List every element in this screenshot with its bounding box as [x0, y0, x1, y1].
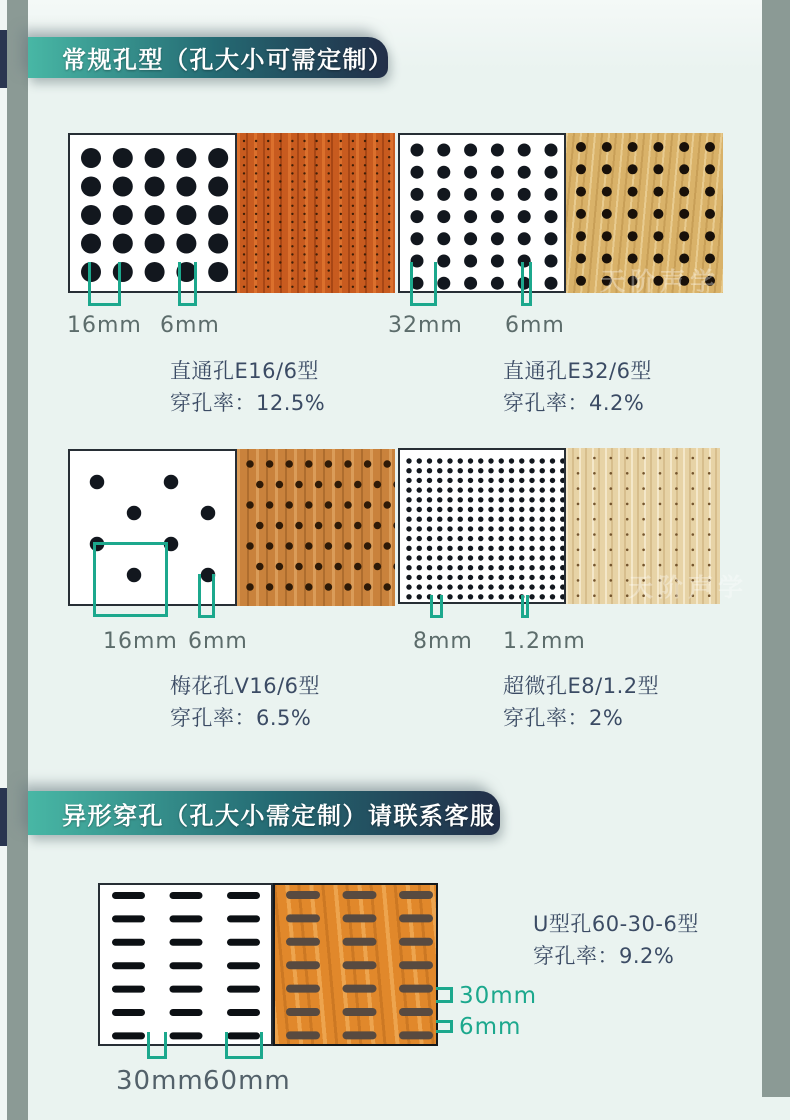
panel-wood-sample-v16 [237, 449, 395, 606]
caption-e16 [170, 360, 325, 414]
measure-bracket-u-slot-height [436, 1020, 453, 1033]
measure-bracket-e32-hole [521, 262, 532, 306]
measure-label-e32-hole: 6mm [505, 313, 565, 338]
section-banner-special-label: 异形穿孔（孔大小需定制）请联系客服 [62, 801, 496, 830]
caption-v16-name: 梅花孔V16/6型 [170, 674, 321, 698]
watermark-text: 天阶声学 [600, 267, 721, 296]
measure-label-u-slot-height: 6mm [459, 1014, 522, 1040]
caption-v16 [170, 675, 320, 729]
measure-label-e32-pitch: 32mm [388, 313, 463, 338]
caption-e8-name: 超微孔E8/1.2型 [503, 674, 660, 698]
measure-bracket-e8-pitch [430, 595, 443, 618]
measure-label-u-row-pitch: 30mm [459, 983, 538, 1009]
caption-e16-rate: 穿孔率：12.5% [170, 391, 326, 415]
caption-e8-rate: 穿孔率：2% [503, 706, 624, 730]
panel-wood-sample-e8 [566, 448, 720, 604]
measure-label-e8-pitch: 8mm [413, 629, 473, 654]
caption-e8 [503, 675, 659, 729]
caption-u-slot-rate: 穿孔率：9.2% [533, 944, 675, 968]
measure-bracket-e32-pitch [410, 262, 437, 306]
caption-u-slot-name: U型孔60-30-6型 [533, 912, 699, 936]
measure-bracket-e8-hole [521, 595, 529, 618]
panel-wood-sample-e16 [237, 133, 395, 293]
measure-label-v16-hole: 6mm [188, 629, 248, 654]
left-edge-banner-fragment-top [0, 30, 7, 88]
measure-label-v16-pitch: 16mm [103, 629, 178, 654]
measure-label-u-gap: 30mm [116, 1066, 204, 1096]
measure-bracket-v16-hole [198, 574, 215, 618]
left-edge-banner-fragment-bottom [0, 788, 7, 846]
measure-bracket-v16-pitch [93, 542, 168, 617]
panel-diagram-e8 [398, 448, 566, 604]
section-banner-regular-holes [28, 37, 394, 78]
caption-u-slot [533, 913, 699, 967]
measure-label-u-slot-length: 60mm [203, 1066, 291, 1096]
measure-label-e16-hole: 6mm [160, 313, 220, 338]
caption-v16-rate: 穿孔率：6.5% [170, 706, 312, 730]
section-banner-special-holes [28, 791, 500, 835]
panel-diagram-u-slot [98, 883, 273, 1046]
left-gutter-strip [7, 0, 28, 1120]
measure-bracket-e16-hole [178, 262, 197, 306]
caption-e32-name: 直通孔E32/6型 [503, 359, 652, 383]
caption-e32 [503, 360, 652, 414]
panel-wood-sample-u-slot [273, 883, 438, 1046]
section-banner-regular-label: 常规孔型（孔大小可需定制） [62, 46, 394, 74]
measure-label-e16-pitch: 16mm [67, 313, 142, 338]
caption-e16-name: 直通孔E16/6型 [170, 359, 319, 383]
panel-wood-sample-e32 [566, 133, 723, 293]
measure-bracket-u-gap [147, 1032, 167, 1059]
watermark-text: 天阶声学 [628, 573, 749, 602]
caption-e32-rate: 穿孔率：4.2% [503, 391, 645, 415]
measure-bracket-e16-pitch [88, 262, 121, 306]
measure-bracket-u-row-pitch [436, 987, 453, 1003]
right-gutter-strip [762, 0, 790, 1097]
left-edge-sliver [0, 0, 7, 1120]
measure-bracket-u-slot-length [225, 1032, 263, 1059]
measure-label-e8-hole: 1.2mm [503, 629, 586, 654]
